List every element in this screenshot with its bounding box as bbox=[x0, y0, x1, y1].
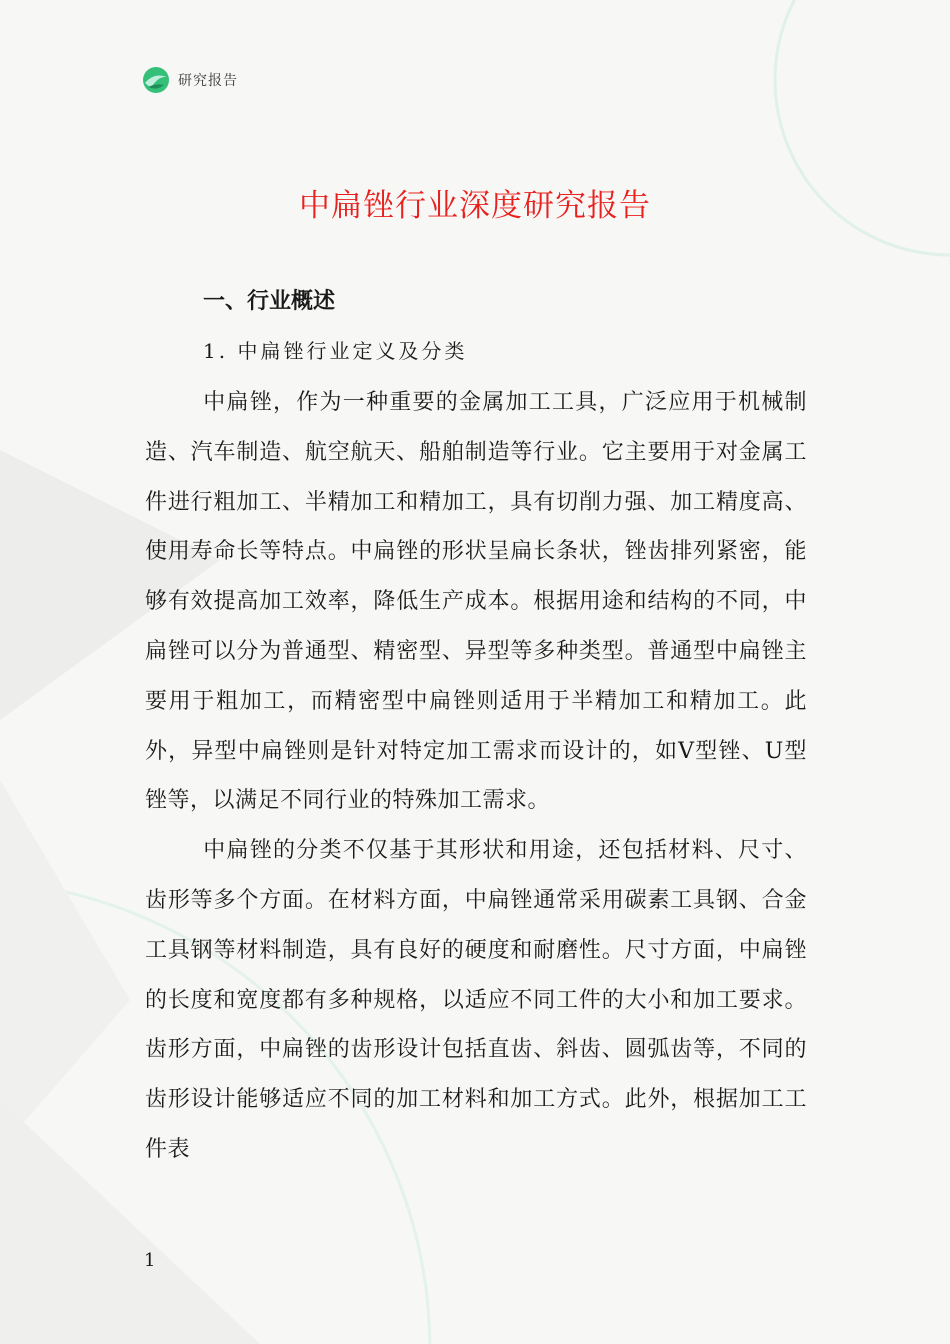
page-number: 1 bbox=[144, 1250, 156, 1271]
report-header bbox=[142, 66, 238, 94]
body-paragraph: 中扁锉，作为一种重要的金属加工工具，广泛应用于机械制造、汽车制造、航空航天、船舶制造等行业。它主要用于对金属工件进行粗加工、半精加工和精加工，具有切削力强、加工精度高、使用寿命长等特点。中扁锉的形状呈扁长条状，锉齿排列紧密，能够有效提高加工效率，降低生产成本。根据用途和结构的不同，中扁锉可以分为普通型、精密型、异型等多种类型。普通型中扁锉主要用于粗加工，而精密型中扁锉则适用于半精加工和精加工。此外，异型中扁锉则是针对特定加工需求而设计的，如V型锉、U型锉等，以满足不同行业的特殊加工需求。 bbox=[145, 390, 807, 814]
document-body bbox=[145, 280, 807, 1175]
document-title: 中扁锉行业深度研究报告 bbox=[299, 188, 651, 224]
body-paragraph: 中扁锉的分类不仅基于其形状和用途，还包括材料、尺寸、齿形等多个方面。在材料方面，中扁锉通常采用碳素工具钢、合金工具钢等材料制造，具有良好的硬度和耐磨性。尺寸方面，中扁锉的长度和宽度都有多种规格，以适应不同工件的大小和加工要求。齿形方面，中扁锉的齿形设计包括直齿、斜齿、圆弧齿等，不同的齿形设计能够适应不同的加工材料和加工方式。此外，根据加工工件表 bbox=[145, 838, 807, 1162]
logo-icon bbox=[142, 66, 170, 94]
subsection-heading: 1. 中扁锉行业定义及分类 bbox=[203, 339, 468, 363]
section-heading: 一、行业概述 bbox=[203, 289, 336, 314]
header-label: 研究报告 bbox=[178, 73, 238, 89]
